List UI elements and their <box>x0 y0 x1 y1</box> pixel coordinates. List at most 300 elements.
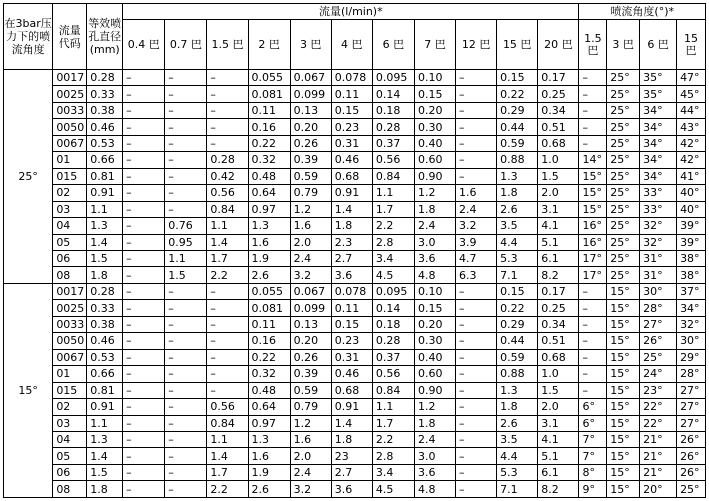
spray-angle-cell: – <box>579 349 607 365</box>
flow-value-cell: – <box>165 300 207 316</box>
flow-value-cell: 2.4 <box>290 250 331 266</box>
flow-value-cell: – <box>123 283 165 299</box>
table-row <box>4 135 706 151</box>
flow-value-cell: 0.081 <box>248 86 290 102</box>
orifice-diameter-cell: 1.4 <box>87 234 123 250</box>
flow-value-cell: 0.20 <box>414 316 455 332</box>
flow-code-cell: 0025 <box>53 86 87 102</box>
flow-value-cell: 2.6 <box>497 415 538 431</box>
orifice-diameter-cell: 1.1 <box>87 415 123 431</box>
flow-value-cell: 0.91 <box>331 185 372 201</box>
spray-angle-cell: – <box>579 382 607 398</box>
flow-value-cell: 0.88 <box>497 366 538 382</box>
flow-value-cell: 3.4 <box>372 464 414 480</box>
flow-value-cell: – <box>123 250 165 266</box>
spray-angle-cell: 15° <box>607 366 640 382</box>
flow-code-header: 流量代码 <box>53 4 87 70</box>
flow-value-cell: 1.8 <box>497 399 538 415</box>
flow-value-cell: 3.5 <box>497 431 538 447</box>
flow-value-cell: 1.1 <box>207 431 248 447</box>
spray-angle-cell: 15° <box>607 333 640 349</box>
flow-value-cell: 0.59 <box>290 168 331 184</box>
flow-value-cell: 1.2 <box>290 201 331 217</box>
flow-value-cell: – <box>123 464 165 480</box>
spray-angle-cell: 21° <box>640 464 677 480</box>
flow-value-cell: – <box>207 119 248 135</box>
orifice-diameter-cell: 0.81 <box>87 382 123 398</box>
flow-value-cell: 1.8 <box>414 415 455 431</box>
spray-angle-cell: 31° <box>640 267 677 283</box>
flow-value-cell: – <box>123 185 165 201</box>
spray-angle-cell: 16° <box>579 218 607 234</box>
flow-value-cell: 0.15 <box>331 316 372 332</box>
flow-value-cell: 0.25 <box>538 300 579 316</box>
flow-value-cell: 2.7 <box>331 250 372 266</box>
flow-value-cell: 0.067 <box>290 70 331 86</box>
flow-value-cell: 0.46 <box>331 152 372 168</box>
orifice-diameter-cell: 0.81 <box>87 168 123 184</box>
spray-angle-cell: 47° <box>677 70 706 86</box>
flow-value-cell: – <box>165 102 207 118</box>
flow-value-cell: – <box>165 464 207 480</box>
flow-value-cell: – <box>165 201 207 217</box>
spray-angle-cell: 25° <box>607 168 640 184</box>
flow-value-cell: 0.20 <box>290 119 331 135</box>
flow-value-cell: 0.59 <box>497 135 538 151</box>
spray-angle-cell: 15° <box>607 283 640 299</box>
flow-value-cell: – <box>456 464 497 480</box>
flow-value-cell: 1.2 <box>414 399 455 415</box>
table-row <box>4 399 706 415</box>
flow-value-cell: 1.4 <box>331 415 372 431</box>
flow-value-cell: – <box>123 415 165 431</box>
flow-value-cell: 1.0 <box>538 152 579 168</box>
spray-angle-cell: 37° <box>677 283 706 299</box>
flow-code-cell: 06 <box>53 250 87 266</box>
flow-value-cell: 2.0 <box>290 448 331 464</box>
flow-column-header: 15 巴 <box>497 20 538 70</box>
flow-value-cell: 0.84 <box>207 415 248 431</box>
flow-code-cell: 08 <box>53 267 87 283</box>
flow-value-cell: 0.79 <box>290 399 331 415</box>
flow-column-header: 7 巴 <box>414 20 455 70</box>
flow-value-cell: 4.8 <box>414 481 455 498</box>
flow-value-cell: 4.5 <box>372 481 414 498</box>
flow-code-cell: 05 <box>53 234 87 250</box>
flow-value-cell: 0.17 <box>538 70 579 86</box>
spray-angle-cell: 43° <box>677 119 706 135</box>
flow-value-cell: 0.23 <box>331 119 372 135</box>
flow-value-cell: 0.18 <box>372 102 414 118</box>
spray-angle-cell: 15° <box>607 316 640 332</box>
flow-value-cell: 0.18 <box>372 316 414 332</box>
spray-angle-cell: 28° <box>640 300 677 316</box>
flow-value-cell: – <box>123 267 165 283</box>
flow-column-header: 1.5 巴 <box>207 20 248 70</box>
flow-value-cell: 0.22 <box>497 300 538 316</box>
flow-value-cell: 0.90 <box>414 168 455 184</box>
flow-value-cell: – <box>165 168 207 184</box>
flow-value-cell: 0.60 <box>414 152 455 168</box>
flow-value-cell: 0.20 <box>414 102 455 118</box>
flow-value-cell: 0.11 <box>331 300 372 316</box>
spray-angle-cell: 30° <box>677 333 706 349</box>
spray-angle-cell: – <box>579 102 607 118</box>
spray-angle-cell: 25° <box>607 152 640 168</box>
flow-code-cell: 0067 <box>53 135 87 151</box>
flow-value-cell: 0.22 <box>248 349 290 365</box>
orifice-diameter-cell: 0.33 <box>87 86 123 102</box>
spray-angle-group-header: 喷流角度(°)* <box>579 4 706 20</box>
flow-value-cell: 3.6 <box>331 267 372 283</box>
flow-value-cell: 1.9 <box>248 250 290 266</box>
table-header <box>4 4 706 70</box>
flow-value-cell: 0.15 <box>414 86 455 102</box>
flow-value-cell: 3.4 <box>372 250 414 266</box>
flow-value-cell: 2.0 <box>290 234 331 250</box>
flow-code-cell: 02 <box>53 399 87 415</box>
orifice-diameter-cell: 1.4 <box>87 448 123 464</box>
flow-value-cell: 0.51 <box>538 333 579 349</box>
table-row <box>4 300 706 316</box>
flow-value-cell: 23 <box>331 448 372 464</box>
flow-value-cell: 0.099 <box>290 86 331 102</box>
flow-value-cell: 0.11 <box>331 86 372 102</box>
spray-angle-cell: 33° <box>640 201 677 217</box>
flow-value-cell: – <box>207 300 248 316</box>
orifice-diameter-cell: 1.3 <box>87 431 123 447</box>
flow-value-cell: 2.4 <box>456 201 497 217</box>
flow-value-cell: – <box>123 135 165 151</box>
flow-value-cell: 1.5 <box>538 168 579 184</box>
flow-code-cell: 0033 <box>53 102 87 118</box>
flow-value-cell: 1.8 <box>331 218 372 234</box>
flow-value-cell: 0.64 <box>248 185 290 201</box>
flow-value-cell: 2.0 <box>538 399 579 415</box>
flow-value-cell: – <box>165 119 207 135</box>
spray-angle-cell: 27° <box>640 316 677 332</box>
flow-value-cell: 0.68 <box>538 349 579 365</box>
orifice-diameter-cell: 0.46 <box>87 119 123 135</box>
orifice-diameter-cell: 1.3 <box>87 218 123 234</box>
flow-value-cell: 1.0 <box>538 366 579 382</box>
spray-angle-cell: 40° <box>677 185 706 201</box>
flow-value-cell: – <box>207 333 248 349</box>
orifice-diameter-cell: 0.91 <box>87 399 123 415</box>
orifice-diameter-cell: 0.91 <box>87 185 123 201</box>
flow-value-cell: 0.97 <box>248 415 290 431</box>
spray-column-header: 1.5 巴 <box>579 20 607 70</box>
flow-value-cell: 0.10 <box>414 70 455 86</box>
flow-value-cell: 1.8 <box>414 201 455 217</box>
spray-angle-group-label: 25° <box>4 70 53 284</box>
flow-value-cell: 0.28 <box>372 333 414 349</box>
spray-angle-cell: 42° <box>677 135 706 151</box>
flow-value-cell: 0.37 <box>372 349 414 365</box>
spray-angle-cell: 25° <box>607 102 640 118</box>
flow-value-cell: 0.055 <box>248 283 290 299</box>
flow-value-cell: 1.5 <box>538 382 579 398</box>
spray-angle-cell: 32° <box>640 218 677 234</box>
spray-angle-cell: 25° <box>607 185 640 201</box>
flow-value-cell: 3.2 <box>290 481 331 498</box>
flow-value-cell: – <box>165 283 207 299</box>
flow-value-cell: 0.15 <box>497 70 538 86</box>
spray-angle-cell: 25° <box>677 481 706 498</box>
spray-angle-cell: 15° <box>607 415 640 431</box>
flow-value-cell: – <box>456 481 497 498</box>
flow-value-cell: 2.6 <box>497 201 538 217</box>
spray-angle-cell: 34° <box>640 152 677 168</box>
flow-value-cell: – <box>165 366 207 382</box>
table-row <box>4 431 706 447</box>
flow-value-cell: 0.31 <box>331 135 372 151</box>
flow-value-cell: 1.2 <box>290 415 331 431</box>
flow-value-cell: 0.14 <box>372 300 414 316</box>
flow-value-cell: 0.84 <box>372 168 414 184</box>
spray-angle-cell: 7° <box>579 448 607 464</box>
flow-value-cell: 0.79 <box>290 185 331 201</box>
spray-angle-cell: 45° <box>677 86 706 102</box>
flow-value-cell: – <box>456 168 497 184</box>
flow-value-cell: – <box>123 201 165 217</box>
flow-value-cell: 1.6 <box>456 185 497 201</box>
flow-value-cell: – <box>123 152 165 168</box>
flow-value-cell: 4.5 <box>372 267 414 283</box>
flow-value-cell: 2.2 <box>207 267 248 283</box>
spray-angle-cell: – <box>579 119 607 135</box>
spray-angle-cell: 39° <box>677 234 706 250</box>
spray-angle-cell: 14° <box>579 152 607 168</box>
flow-value-cell: – <box>123 481 165 498</box>
flow-value-cell: 2.4 <box>414 218 455 234</box>
flow-value-cell: 0.11 <box>248 316 290 332</box>
flow-column-header: 0.4 巴 <box>123 20 165 70</box>
spray-angle-cell: 31° <box>640 250 677 266</box>
flow-value-cell: 3.2 <box>290 267 331 283</box>
flow-value-cell: 0.11 <box>248 102 290 118</box>
flow-value-cell: 1.8 <box>331 431 372 447</box>
flow-value-cell: 0.84 <box>207 201 248 217</box>
flow-value-cell: 2.0 <box>538 185 579 201</box>
flow-value-cell: 5.3 <box>497 464 538 480</box>
flow-code-cell: 02 <box>53 185 87 201</box>
orifice-diameter-cell: 0.66 <box>87 366 123 382</box>
spray-angle-cell: 15° <box>607 300 640 316</box>
flow-value-cell: 2.6 <box>248 481 290 498</box>
flow-value-cell: – <box>165 152 207 168</box>
spray-angle-cell: – <box>579 70 607 86</box>
spray-angle-cell: 40° <box>677 201 706 217</box>
flow-value-cell: 0.26 <box>290 349 331 365</box>
flow-value-cell: 1.3 <box>497 382 538 398</box>
spray-angle-cell: 25° <box>607 70 640 86</box>
flow-value-cell: 0.22 <box>248 135 290 151</box>
flow-value-cell: 1.4 <box>207 448 248 464</box>
spray-angle-cell: – <box>579 86 607 102</box>
flow-column-header: 4 巴 <box>331 20 372 70</box>
flow-value-cell: 0.081 <box>248 300 290 316</box>
flow-value-cell: 0.17 <box>538 283 579 299</box>
spray-column-header: 15 巴 <box>677 20 706 70</box>
flow-value-cell: 3.0 <box>414 234 455 250</box>
spray-angle-cell: 42° <box>677 152 706 168</box>
flow-value-cell: 0.64 <box>248 399 290 415</box>
flow-value-cell: 4.1 <box>538 431 579 447</box>
spray-angle-cell: 26° <box>677 464 706 480</box>
flow-value-cell: – <box>456 448 497 464</box>
spray-angle-cell: 8° <box>579 464 607 480</box>
orifice-diameter-cell: 0.66 <box>87 152 123 168</box>
flow-value-cell: 0.68 <box>538 135 579 151</box>
angle-at-3bar-header: 在3bar压力下的喷流角度 <box>4 4 53 70</box>
flow-value-cell: – <box>165 333 207 349</box>
flow-value-cell: 0.095 <box>372 70 414 86</box>
flow-value-cell: – <box>123 119 165 135</box>
flow-value-cell: – <box>456 333 497 349</box>
flow-value-cell: 0.84 <box>372 382 414 398</box>
table-row <box>4 349 706 365</box>
flow-value-cell: 8.2 <box>538 267 579 283</box>
spray-angle-cell: 26° <box>677 448 706 464</box>
table-row <box>4 267 706 283</box>
flow-value-cell: 0.56 <box>207 399 248 415</box>
flow-value-cell: 0.95 <box>165 234 207 250</box>
spray-angle-cell: 7° <box>579 431 607 447</box>
spray-angle-cell: – <box>579 366 607 382</box>
spray-angle-cell: – <box>579 135 607 151</box>
flow-code-cell: 0050 <box>53 333 87 349</box>
flow-value-cell: 0.39 <box>290 366 331 382</box>
spray-angle-cell: 39° <box>677 218 706 234</box>
flow-value-cell: – <box>207 316 248 332</box>
spray-angle-cell: 26° <box>640 333 677 349</box>
spray-angle-cell: 41° <box>677 168 706 184</box>
table-row <box>4 70 706 86</box>
flow-value-cell: – <box>123 382 165 398</box>
flow-value-cell: – <box>207 70 248 86</box>
orifice-diameter-cell: 1.8 <box>87 267 123 283</box>
flow-value-cell: 0.22 <box>497 86 538 102</box>
spray-angle-cell: 15° <box>607 382 640 398</box>
spray-angle-cell: 38° <box>677 267 706 283</box>
flow-value-cell: 0.26 <box>290 135 331 151</box>
flow-value-cell: 0.76 <box>165 218 207 234</box>
spray-angle-cell: 34° <box>640 135 677 151</box>
flow-value-cell: – <box>456 399 497 415</box>
flow-value-cell: – <box>165 382 207 398</box>
flow-value-cell: 3.1 <box>538 415 579 431</box>
flow-value-cell: – <box>456 431 497 447</box>
spray-angle-cell: 24° <box>640 366 677 382</box>
flow-code-cell: 08 <box>53 481 87 498</box>
flow-value-cell: – <box>207 382 248 398</box>
flow-group-header: 流量(l/min)* <box>123 4 579 20</box>
flow-value-cell: – <box>123 316 165 332</box>
spray-angle-cell: 34° <box>640 168 677 184</box>
spray-angle-cell: 21° <box>640 448 677 464</box>
orifice-diameter-cell: 1.5 <box>87 464 123 480</box>
spray-angle-cell: 15° <box>607 464 640 480</box>
orifice-diameter-cell: 1.8 <box>87 481 123 498</box>
flow-value-cell: 0.51 <box>538 119 579 135</box>
flow-value-cell: 4.4 <box>497 234 538 250</box>
flow-value-cell: 0.56 <box>372 366 414 382</box>
flow-value-cell: 3.6 <box>414 464 455 480</box>
flow-value-cell: 0.28 <box>372 119 414 135</box>
flow-value-cell: 1.6 <box>290 218 331 234</box>
flow-value-cell: – <box>123 102 165 118</box>
flow-value-cell: 4.8 <box>414 267 455 283</box>
spray-angle-cell: 17° <box>579 250 607 266</box>
spray-angle-cell: 25° <box>607 250 640 266</box>
table-row <box>4 415 706 431</box>
flow-column-header: 12 巴 <box>456 20 497 70</box>
flow-value-cell: 5.1 <box>538 234 579 250</box>
flow-value-cell: – <box>123 366 165 382</box>
flow-code-cell: 0017 <box>53 70 87 86</box>
flow-value-cell: – <box>165 135 207 151</box>
flow-value-cell: 0.40 <box>414 349 455 365</box>
flow-value-cell: – <box>456 102 497 118</box>
spray-angle-cell: – <box>579 333 607 349</box>
flow-code-cell: 0067 <box>53 349 87 365</box>
flow-value-cell: 2.8 <box>372 448 414 464</box>
flow-value-cell: – <box>123 349 165 365</box>
flow-value-cell: 0.39 <box>290 152 331 168</box>
flow-code-cell: 0050 <box>53 119 87 135</box>
flow-value-cell: – <box>207 283 248 299</box>
spray-angle-cell: 15° <box>579 185 607 201</box>
flow-value-cell: 1.2 <box>414 185 455 201</box>
orifice-diameter-cell: 0.28 <box>87 283 123 299</box>
flow-value-cell: 0.29 <box>497 316 538 332</box>
flow-value-cell: 1.4 <box>331 201 372 217</box>
table-row <box>4 464 706 480</box>
flow-value-cell: 2.2 <box>372 218 414 234</box>
table-row <box>4 250 706 266</box>
flow-value-cell: 0.15 <box>497 283 538 299</box>
flow-value-cell: 0.48 <box>248 382 290 398</box>
flow-value-cell: 0.91 <box>331 399 372 415</box>
flow-code-cell: 03 <box>53 201 87 217</box>
flow-value-cell: 0.34 <box>538 102 579 118</box>
spray-angle-cell: 23° <box>640 382 677 398</box>
spray-angle-cell: 44° <box>677 102 706 118</box>
flow-value-cell: – <box>165 316 207 332</box>
orifice-diameter-cell: 0.33 <box>87 300 123 316</box>
flow-value-cell: – <box>207 366 248 382</box>
flow-value-cell: 0.60 <box>414 366 455 382</box>
flow-code-cell: 0025 <box>53 300 87 316</box>
flow-value-cell: 1.6 <box>248 234 290 250</box>
flow-value-cell: 0.25 <box>538 86 579 102</box>
flow-value-cell: 3.1 <box>538 201 579 217</box>
flow-value-cell: – <box>165 349 207 365</box>
spray-angle-cell: 16° <box>579 234 607 250</box>
flow-value-cell: 0.15 <box>414 300 455 316</box>
flow-value-cell: 0.44 <box>497 333 538 349</box>
spray-angle-cell: 27° <box>677 415 706 431</box>
flow-value-cell: 1.7 <box>372 415 414 431</box>
spray-angle-cell: 9° <box>579 481 607 498</box>
flow-value-cell: 1.3 <box>248 431 290 447</box>
table-row <box>4 168 706 184</box>
table-row <box>4 185 706 201</box>
table-row <box>4 201 706 217</box>
flow-value-cell: 0.59 <box>497 349 538 365</box>
flow-code-cell: 03 <box>53 415 87 431</box>
